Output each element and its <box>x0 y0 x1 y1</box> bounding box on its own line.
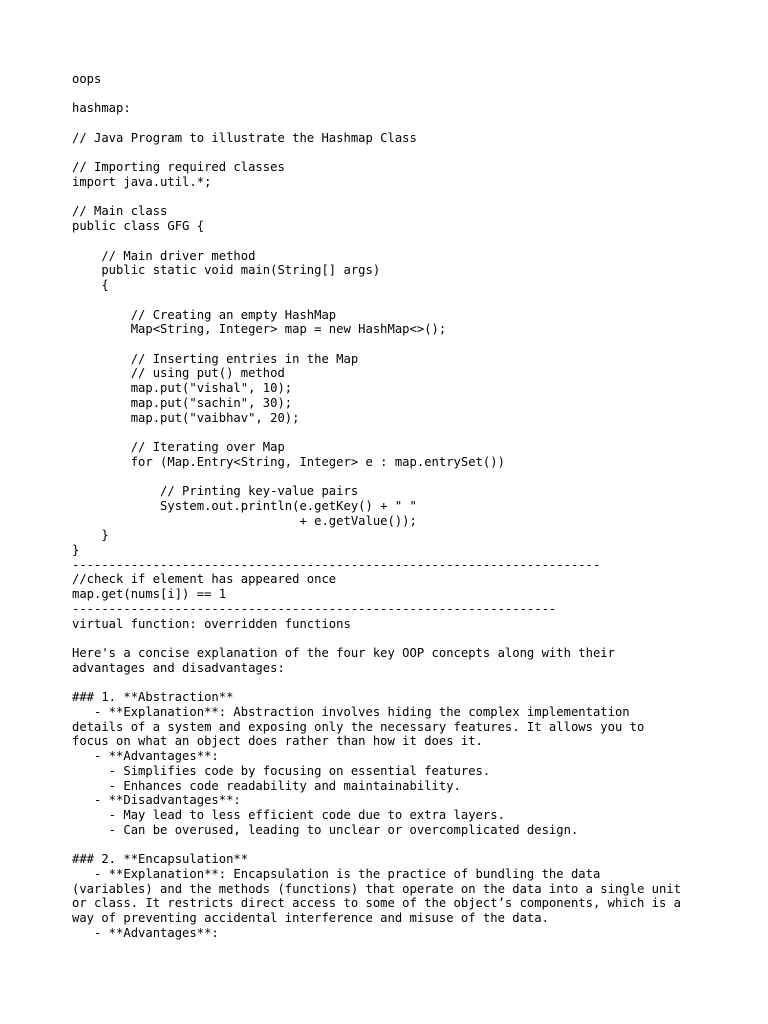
blank-line <box>72 675 681 690</box>
text-line: // Main class <box>72 204 168 219</box>
text-line: public class GFG { <box>72 219 205 234</box>
text-line: // Main driver method <box>72 248 256 263</box>
document-text-body <box>72 72 681 940</box>
text-line: ### 2. **Encapsulation** <box>72 852 249 867</box>
text-line: - **Disadvantages**: <box>72 793 241 808</box>
text-line: + e.getValue()); <box>72 513 417 528</box>
text-line: oops <box>72 72 102 86</box>
text-line: // Importing required classes <box>72 160 285 175</box>
text-line: map.put("vishal", 10); <box>72 381 293 396</box>
blank-line <box>72 469 681 484</box>
text-line: Here's a concise explanation of the four key OOP concepts along with their <box>72 646 615 661</box>
text-line: map.put("sachin", 30); <box>72 395 293 410</box>
text-line: // Java Program to illustrate the Hashmap Class <box>72 130 417 145</box>
text-line: - **Explanation**: Encapsulation is the practice of bundling the data <box>72 866 601 881</box>
text-line: hashmap: <box>72 101 131 116</box>
text-line: or class. It restricts direct access to some of the object’s components, which is a <box>72 896 682 911</box>
text-line: - **Explanation**: Abstraction involves hiding the complex implementation <box>72 704 630 719</box>
text-line: map.get(nums[i]) == 1 <box>72 587 227 602</box>
text-line: - **Advantages**: <box>72 749 219 764</box>
text-line: focus on what an object does rather than how it does it. <box>72 734 483 749</box>
blank-line <box>72 425 681 440</box>
blank-line <box>72 87 681 102</box>
text-line: ------------------------------------------------------------------------ <box>72 557 601 572</box>
text-line: } <box>72 543 80 557</box>
text-line: Map<String, Integer> map = new HashMap<>(); <box>72 322 447 337</box>
text-line: advantages and disadvantages: <box>72 660 285 675</box>
text-line: ### 1. **Abstraction** <box>72 690 234 705</box>
text-line: ------------------------------------------------------------------ <box>72 601 557 616</box>
text-line: way of preventing accidental interference and misuse of the data. <box>72 910 549 925</box>
text-line: // Printing key-value pairs <box>72 484 359 499</box>
text-line: } <box>72 528 109 543</box>
blank-line <box>72 293 681 308</box>
text-line: - May lead to less efficient code due to extra layers. <box>72 807 505 822</box>
blank-line <box>72 837 681 852</box>
text-line: { <box>72 278 109 293</box>
text-line: // Inserting entries in the Map <box>72 351 359 366</box>
text-line: //check if element has appeared once <box>72 572 337 587</box>
text-line: public static void main(String[] args) <box>72 263 381 278</box>
text-line: import java.util.*; <box>72 175 212 190</box>
text-line: (variables) and the methods (functions) that operate on the data into a single unit <box>72 881 682 896</box>
text-line: // Creating an empty HashMap <box>72 307 337 322</box>
text-line: for (Map.Entry<String, Integer> e : map.entrySet()) <box>72 454 505 469</box>
blank-line <box>72 116 681 131</box>
blank-line <box>72 337 681 352</box>
text-line: map.put("vaibhav", 20); <box>72 410 300 425</box>
text-line: - **Advantages**: <box>72 925 219 940</box>
text-line: // using put() method <box>72 366 285 381</box>
text-line: virtual function: overridden functions <box>72 616 351 631</box>
text-line: - Enhances code readability and maintainability. <box>72 778 461 793</box>
blank-line <box>72 234 681 249</box>
blank-line <box>72 190 681 205</box>
blank-line <box>72 631 681 646</box>
text-line: details of a system and exposing only the necessary features. It allows you to <box>72 719 645 734</box>
text-line: - Simplifies code by focusing on essential features. <box>72 763 491 778</box>
text-line: System.out.println(e.getKey() + " " <box>72 498 417 513</box>
text-line: - Can be overused, leading to unclear or overcomplicated design. <box>72 822 579 837</box>
text-line: // Iterating over Map <box>72 439 285 454</box>
blank-line <box>72 146 681 161</box>
